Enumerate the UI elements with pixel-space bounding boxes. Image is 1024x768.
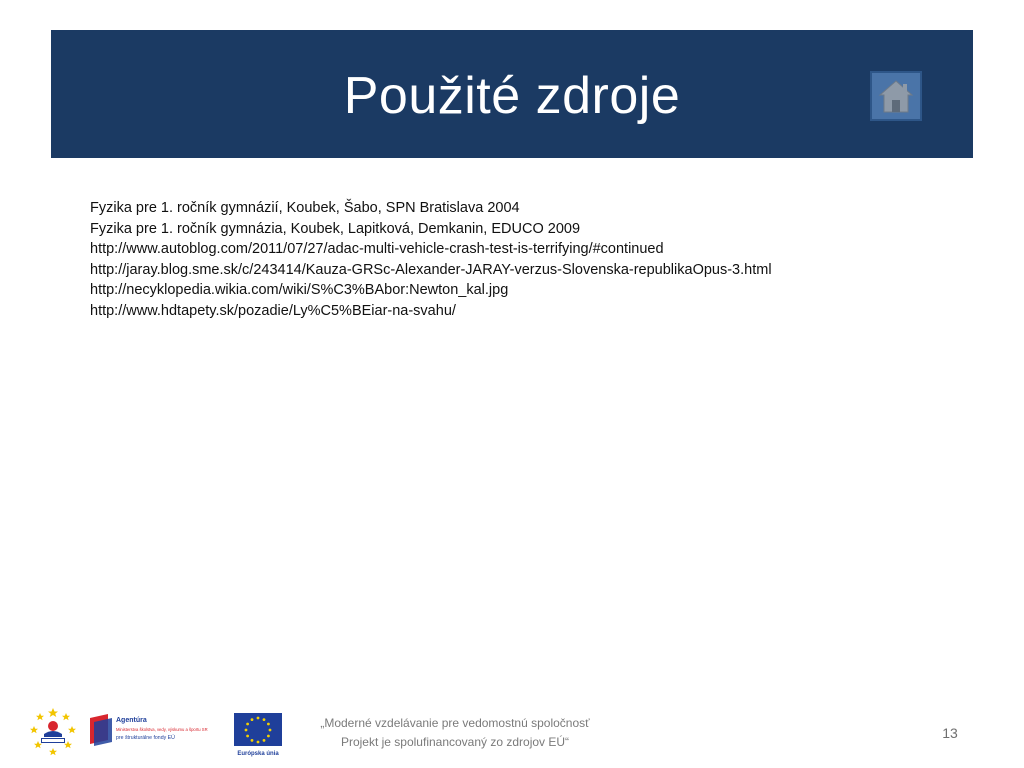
eu-flag-logo — [234, 713, 282, 757]
home-icon — [876, 77, 916, 115]
footer-line-1: „Moderné vzdelávanie pre vedomostnú spoločnosť — [320, 716, 590, 730]
source-link[interactable]: http://necyklopedia.wikia.com/wiki/S%C3%BAbor:Newton_kal.jpg — [90, 282, 509, 298]
agency-logo — [90, 714, 208, 746]
svg-text:pre štrukturálne fondy EÚ: pre štrukturálne fondy EÚ — [116, 735, 175, 741]
sources-list — [90, 198, 772, 321]
source-link[interactable]: http://www.autoblog.com/2011/07/27/adac-multi-vehicle-crash-test-is-terrifying/#continued — [90, 241, 664, 257]
footer-logos — [28, 704, 288, 767]
svg-text:Európska únia: Európska únia — [237, 751, 279, 757]
source-link[interactable]: http://www.hdtapety.sk/pozadie/Ly%C5%BEiar-na-svahu/ — [90, 302, 456, 319]
footer-note — [290, 714, 620, 752]
footer-line-2: Projekt je spolufinancovaný zo zdrojov EÚ“ — [340, 735, 570, 749]
op-vzdelavanie-logo — [30, 708, 76, 755]
source-link[interactable]: http://jaray.blog.sme.sk/c/243414/Kauza-GRSc-Alexander-JARAY-verzus-Slovenska-republikaOpus-3.html — [90, 261, 772, 278]
slide-title: Použité zdroje — [343, 67, 681, 125]
svg-text:Ministerstva školstva, vedy, v: Ministerstva školstva, vedy, výskumu a športu SR — [116, 727, 208, 732]
page-number: 13 — [942, 725, 958, 741]
source-item: Fyzika pre 1. ročník gymnázií, Koubek, Šabo, SPN Bratislava 2004 — [90, 200, 520, 216]
source-item: Fyzika pre 1. ročník gymnázia, Koubek, Lapitková, Demkanin, EDUCO 2009 — [90, 220, 581, 237]
svg-text:Agentúra: Agentúra — [116, 717, 147, 724]
home-button[interactable] — [870, 71, 922, 121]
